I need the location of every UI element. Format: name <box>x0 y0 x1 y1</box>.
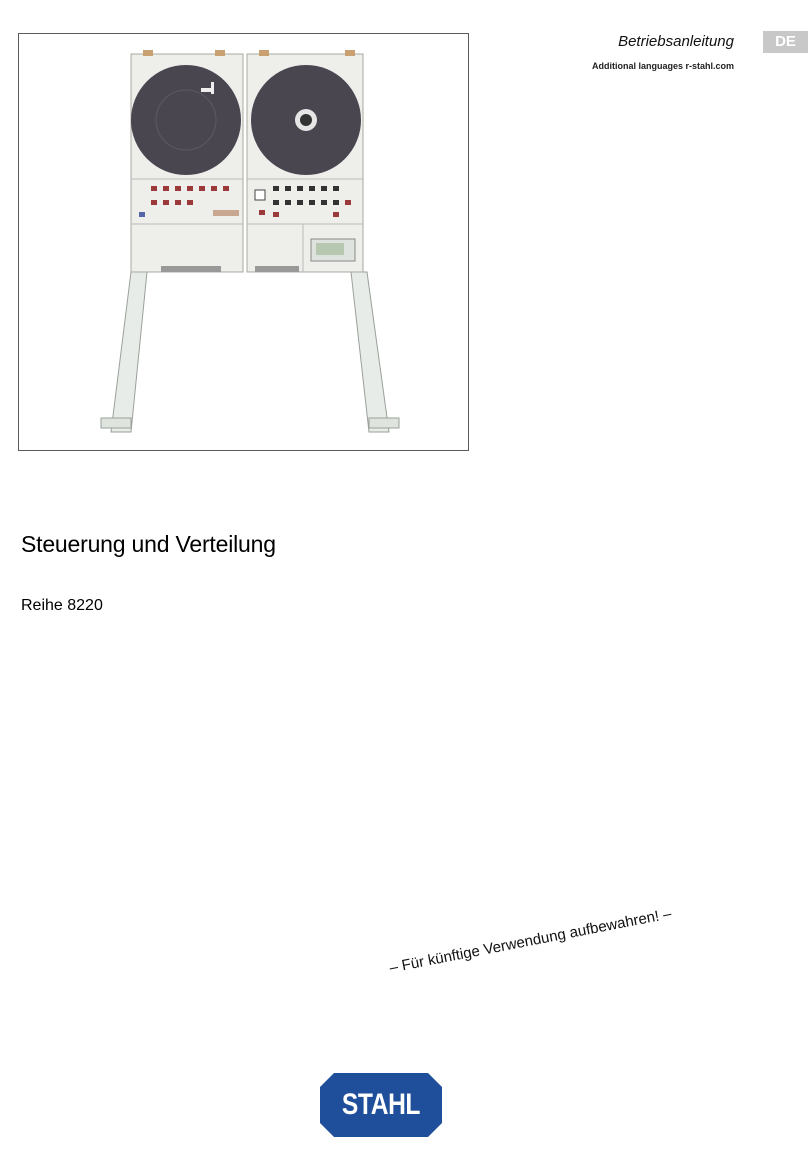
document-type-label: Betriebsanleitung <box>618 33 734 50</box>
additional-languages-note: Additional languages r-stahl.com <box>591 61 734 71</box>
stahl-logo <box>320 1073 442 1137</box>
keep-for-future-note: – Für künftige Verwendung aufbewahren! – <box>388 905 673 977</box>
cabinet-illustration <box>19 34 468 450</box>
document-title: Steuerung und Verteilung <box>21 531 276 557</box>
series-label: Reihe 8220 <box>21 597 103 614</box>
language-badge: DE <box>763 31 808 53</box>
cover-photo <box>18 33 469 451</box>
logo-text: STAHL <box>341 1088 421 1121</box>
